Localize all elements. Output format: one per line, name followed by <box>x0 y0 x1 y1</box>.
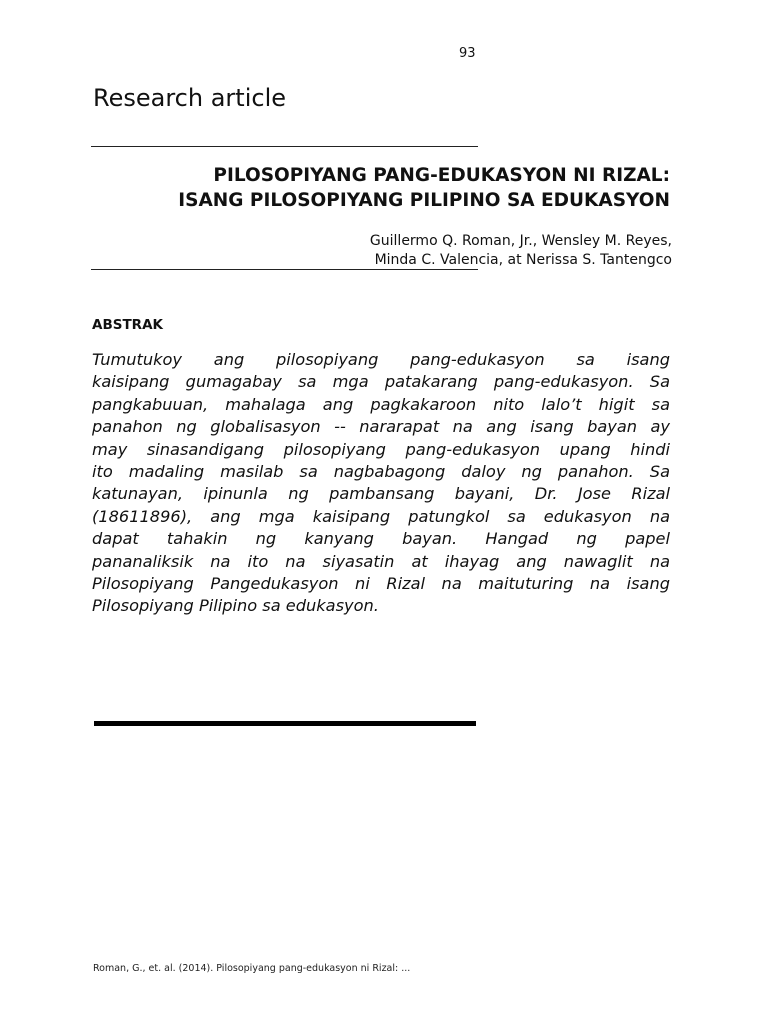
abstract-line: Pilosopiyang Pilipino sa edukasyon. <box>92 596 379 616</box>
article-title <box>90 163 670 213</box>
abstract-line: pangkabuuan, mahalaga ang pagkakaroon nito lalo’t higit sa <box>92 394 670 414</box>
abstract-line: dapat tahakin ng kanyang bayan. Hangad ng papel <box>92 529 670 549</box>
abstract-heading: ABSTRAK <box>92 317 163 333</box>
section-end-divider <box>94 721 476 726</box>
authors-line-1: Guillermo Q. Roman, Jr., Wensley M. Reyes, <box>369 233 672 249</box>
footer-citation: Roman, G., et. al. (2014). Pilosopiyang pang-edukasyon ni Rizal: ... <box>93 963 411 974</box>
abstract-line: Tumutukoy ang pilosopiyang pang-edukasyon sa isang <box>92 350 670 369</box>
author-list <box>90 232 672 270</box>
abstract-line: katunayan, ipinunla ng pambansang bayani, Dr. Jose Rizal <box>92 484 670 504</box>
title-line-1: PILOSOPIYANG PANG-EDUKASYON NI RIZAL: <box>213 165 670 186</box>
abstract-line: panahon ng globalisasyon -- nararapat na ang isang bayan ay <box>92 417 670 437</box>
abstract-line: (18611896), ang mga kaisipang patungkol sa edukasyon na <box>92 506 670 526</box>
abstract-line: ito madaling masilab sa nagbabagong daloy ng panahon. Sa <box>92 461 670 481</box>
abstract-line: Pilosopiyang Pangedukasyon ni Rizal na maituturing na isang <box>92 573 670 593</box>
abstract-body <box>92 349 670 618</box>
page-number: 93 <box>459 46 476 61</box>
abstract-line: kaisipang gumagabay sa mga patakarang pang-edukasyon. Sa <box>92 372 670 392</box>
section-label: Research article <box>93 84 286 112</box>
authors-line-2: Minda C. Valencia, at Nerissa S. Tantengco <box>374 252 672 268</box>
title-line-2: ISANG PILOSOPIYANG PILIPINO SA EDUKASYON <box>178 190 670 211</box>
authors-divider <box>91 269 478 270</box>
abstract-line: pananaliksik na ito na siyasatin at ihayag ang nawaglit na <box>92 551 670 571</box>
top-divider <box>91 146 478 147</box>
abstract-line: may sinasandigang pilosopiyang pang-edukasyon upang hindi <box>92 439 670 459</box>
